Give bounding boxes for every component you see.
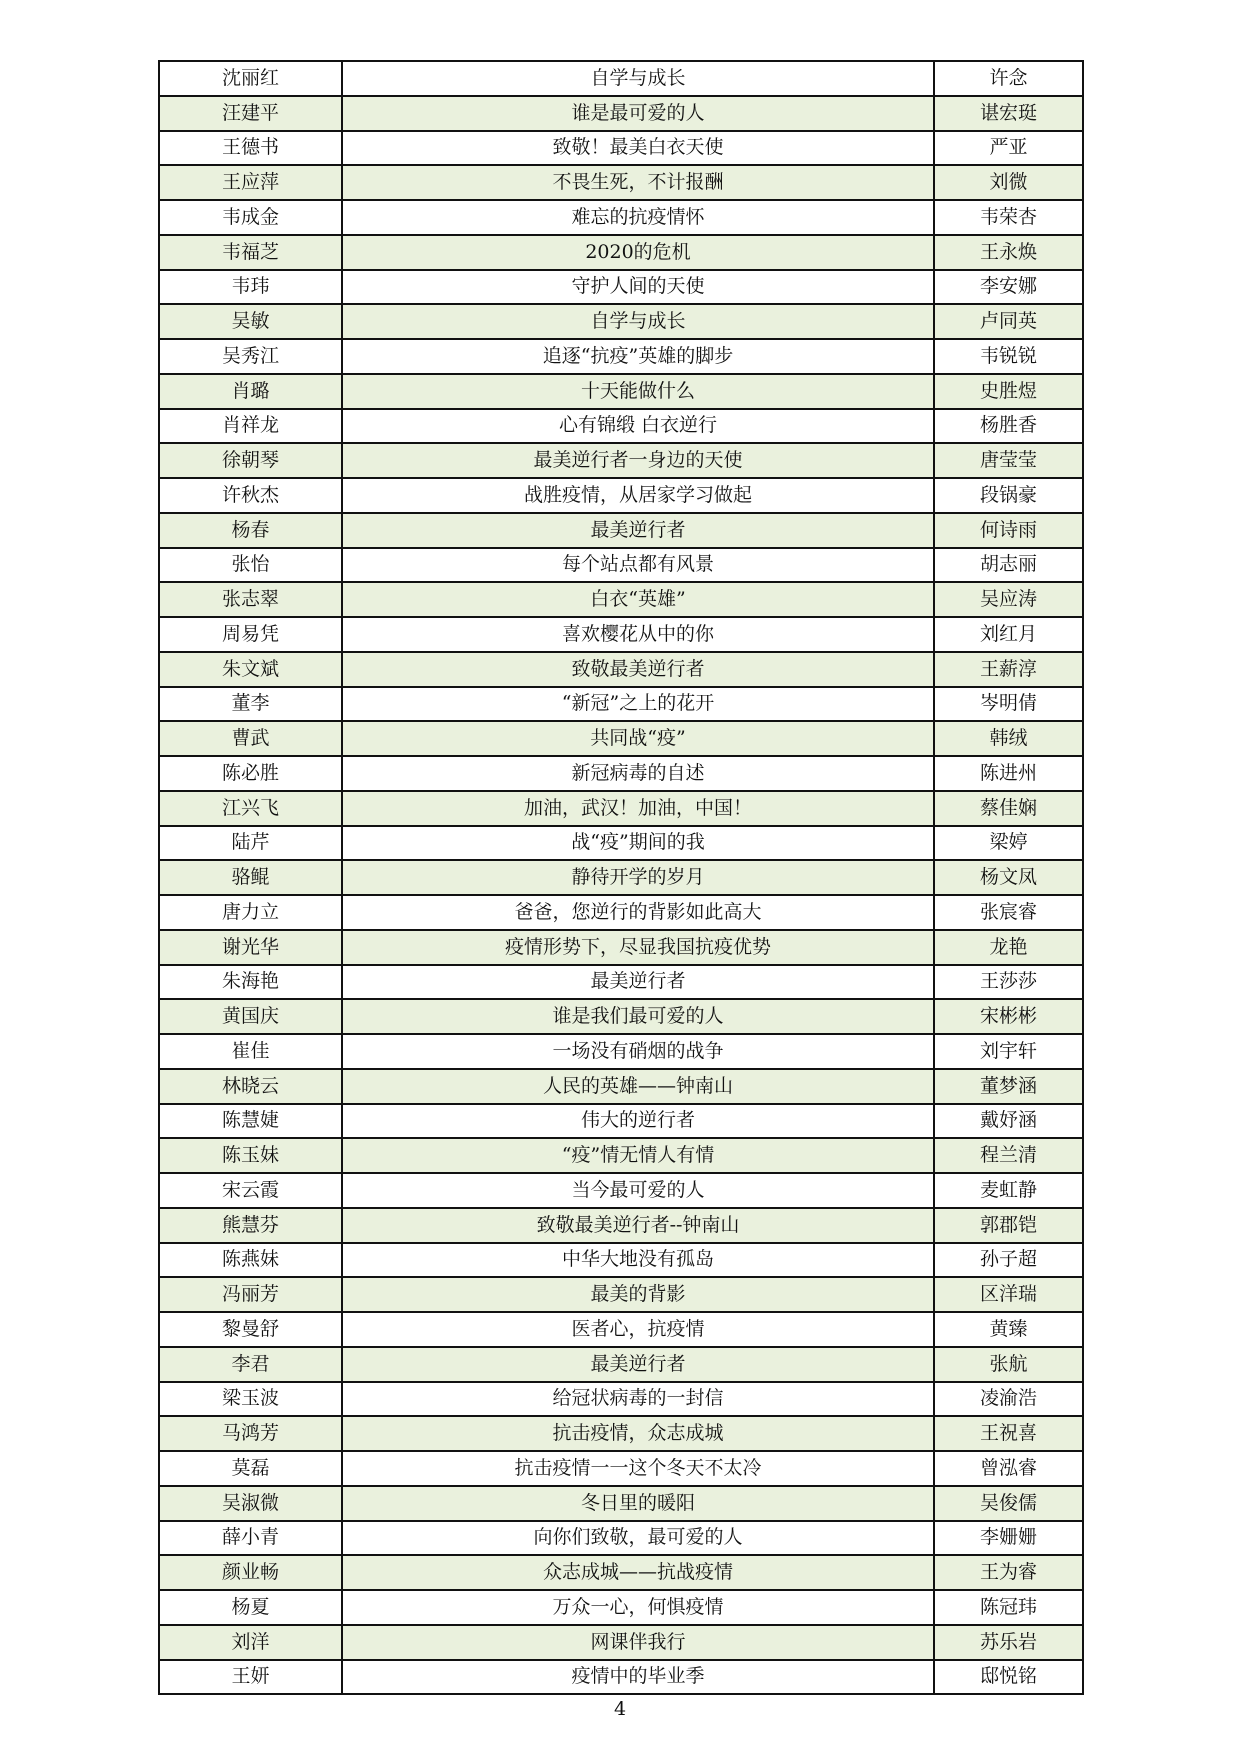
essay-title-cell: 十天能做什么 (342, 374, 934, 409)
teacher-name-cell: 董李 (159, 687, 342, 722)
student-name-cell: 宋彬彬 (934, 999, 1083, 1034)
award-list-table (158, 60, 1084, 1695)
table-row (159, 1521, 1083, 1556)
student-name-cell: 区洋瑞 (934, 1277, 1083, 1312)
teacher-name-cell: 崔佳 (159, 1034, 342, 1069)
table-row (159, 1347, 1083, 1382)
student-name-cell: 董梦涵 (934, 1069, 1083, 1104)
essay-title-cell: 众志成城——抗战疫情 (342, 1555, 934, 1590)
teacher-name-cell: 曹武 (159, 721, 342, 756)
table-row (159, 1382, 1083, 1417)
teacher-name-cell: 汪建平 (159, 96, 342, 131)
teacher-name-cell: 陈玉妹 (159, 1138, 342, 1173)
student-name-cell: 李安娜 (934, 270, 1083, 305)
teacher-name-cell: 梁玉波 (159, 1382, 342, 1417)
essay-title-cell: 最美逆行者一身边的天使 (342, 443, 934, 478)
essay-title-cell: 加油，武汉！加油，中国！ (342, 791, 934, 826)
essay-title-cell: 谁是我们最可爱的人 (342, 999, 934, 1034)
table-row (159, 895, 1083, 930)
teacher-name-cell: 王应萍 (159, 165, 342, 200)
teacher-name-cell: 徐朝琴 (159, 443, 342, 478)
table-row (159, 1451, 1083, 1486)
student-name-cell: 程兰清 (934, 1138, 1083, 1173)
essay-title-cell: 谁是最可爱的人 (342, 96, 934, 131)
teacher-name-cell: 朱文斌 (159, 652, 342, 687)
table-row (159, 1590, 1083, 1625)
student-name-cell: 卢同英 (934, 304, 1083, 339)
table-row (159, 1208, 1083, 1243)
student-name-cell: 韩绒 (934, 721, 1083, 756)
essay-title-cell: 给冠状病毒的一封信 (342, 1382, 934, 1417)
teacher-name-cell: 王妍 (159, 1660, 342, 1695)
essay-title-cell: 抗击疫情一一这个冬天不太冷 (342, 1451, 934, 1486)
table-row (159, 96, 1083, 131)
table-row (159, 860, 1083, 895)
table-row (159, 339, 1083, 374)
table-row (159, 756, 1083, 791)
teacher-name-cell: 颜业畅 (159, 1555, 342, 1590)
table-row (159, 791, 1083, 826)
table-row (159, 1138, 1083, 1173)
essay-title-cell: 万众一心，何惧疫情 (342, 1590, 934, 1625)
student-name-cell: 胡志丽 (934, 548, 1083, 583)
student-name-cell: 王薪淳 (934, 652, 1083, 687)
table-row (159, 999, 1083, 1034)
teacher-name-cell: 韦福芝 (159, 235, 342, 270)
table-row (159, 1416, 1083, 1451)
teacher-name-cell: 熊慧芬 (159, 1208, 342, 1243)
student-name-cell: 何诗雨 (934, 513, 1083, 548)
student-name-cell: 王为睿 (934, 1555, 1083, 1590)
student-name-cell: 韦锐锐 (934, 339, 1083, 374)
teacher-name-cell: 张怡 (159, 548, 342, 583)
teacher-name-cell: 吴秀江 (159, 339, 342, 374)
table-row (159, 826, 1083, 861)
table-row (159, 409, 1083, 444)
teacher-name-cell: 杨夏 (159, 1590, 342, 1625)
student-name-cell: 戴妤涵 (934, 1104, 1083, 1139)
essay-title-cell: 难忘的抗疫情怀 (342, 200, 934, 235)
teacher-name-cell: 周易凭 (159, 617, 342, 652)
table-row (159, 930, 1083, 965)
teacher-name-cell: 刘洋 (159, 1625, 342, 1660)
student-name-cell: 孙子超 (934, 1243, 1083, 1278)
table-row (159, 1277, 1083, 1312)
teacher-name-cell: 莫磊 (159, 1451, 342, 1486)
essay-title-cell: 2020的危机 (342, 235, 934, 270)
essay-title-cell: 最美逆行者 (342, 513, 934, 548)
table-row (159, 200, 1083, 235)
student-name-cell: 曾泓睿 (934, 1451, 1083, 1486)
table-row (159, 1173, 1083, 1208)
essay-title-cell: 伟大的逆行者 (342, 1104, 934, 1139)
student-name-cell: 蔡佳娴 (934, 791, 1083, 826)
essay-title-cell: 追逐“抗疫”英雄的脚步 (342, 339, 934, 374)
essay-title-cell: 网课伴我行 (342, 1625, 934, 1660)
essay-title-cell: 人民的英雄——钟南山 (342, 1069, 934, 1104)
teacher-name-cell: 薛小青 (159, 1521, 342, 1556)
table-row (159, 965, 1083, 1000)
student-name-cell: 王祝喜 (934, 1416, 1083, 1451)
essay-title-cell: 不畏生死，不计报酬 (342, 165, 934, 200)
teacher-name-cell: 韦成金 (159, 200, 342, 235)
teacher-name-cell: 朱海艳 (159, 965, 342, 1000)
student-name-cell: 杨胜香 (934, 409, 1083, 444)
teacher-name-cell: 骆鲲 (159, 860, 342, 895)
table-row (159, 548, 1083, 583)
essay-title-cell: “新冠”之上的花开 (342, 687, 934, 722)
essay-title-cell: 守护人间的天使 (342, 270, 934, 305)
essay-title-cell: 战胜疫情，从居家学习做起 (342, 478, 934, 513)
teacher-name-cell: 陈慧婕 (159, 1104, 342, 1139)
table-row (159, 61, 1083, 96)
student-name-cell: 谌宏珽 (934, 96, 1083, 131)
student-name-cell: 史胜煜 (934, 374, 1083, 409)
essay-title-cell: 中华大地没有孤岛 (342, 1243, 934, 1278)
essay-title-cell: 自学与成长 (342, 304, 934, 339)
student-name-cell: 严亚 (934, 131, 1083, 166)
table-row (159, 478, 1083, 513)
table-row (159, 1069, 1083, 1104)
table-row (159, 270, 1083, 305)
teacher-name-cell: 沈丽红 (159, 61, 342, 96)
student-name-cell: 郭郡铠 (934, 1208, 1083, 1243)
table-row (159, 652, 1083, 687)
essay-title-cell: 心有锦缎 白衣逆行 (342, 409, 934, 444)
student-name-cell: 刘微 (934, 165, 1083, 200)
student-name-cell: 王永焕 (934, 235, 1083, 270)
student-name-cell: 段锅豪 (934, 478, 1083, 513)
teacher-name-cell: 肖璐 (159, 374, 342, 409)
student-name-cell: 李姗姗 (934, 1521, 1083, 1556)
table-row (159, 374, 1083, 409)
essay-title-cell: 爸爸，您逆行的背影如此高大 (342, 895, 934, 930)
table-row (159, 443, 1083, 478)
student-name-cell: 凌渝浩 (934, 1382, 1083, 1417)
student-name-cell: 王莎莎 (934, 965, 1083, 1000)
student-name-cell: 陈进州 (934, 756, 1083, 791)
student-name-cell: 龙艳 (934, 930, 1083, 965)
essay-title-cell: 战“疫”期间的我 (342, 826, 934, 861)
essay-title-cell: 最美逆行者 (342, 1347, 934, 1382)
student-name-cell: 梁婷 (934, 826, 1083, 861)
teacher-name-cell: 李君 (159, 1347, 342, 1382)
table-row (159, 1660, 1083, 1695)
student-name-cell: 麦虹静 (934, 1173, 1083, 1208)
table-row (159, 165, 1083, 200)
teacher-name-cell: 陈燕妹 (159, 1243, 342, 1278)
essay-title-cell: 抗击疫情，众志成城 (342, 1416, 934, 1451)
essay-title-cell: 疫情形势下，尽显我国抗疫优势 (342, 930, 934, 965)
table-row (159, 1625, 1083, 1660)
table-body (159, 61, 1083, 1694)
teacher-name-cell: 唐力立 (159, 895, 342, 930)
student-name-cell: 唐莹莹 (934, 443, 1083, 478)
teacher-name-cell: 宋云霞 (159, 1173, 342, 1208)
essay-title-cell: 致敬！最美白衣天使 (342, 131, 934, 166)
teacher-name-cell: 黄国庆 (159, 999, 342, 1034)
student-name-cell: 陈冠玮 (934, 1590, 1083, 1625)
table-row (159, 1243, 1083, 1278)
teacher-name-cell: 吴敏 (159, 304, 342, 339)
teacher-name-cell: 江兴飞 (159, 791, 342, 826)
student-name-cell: 杨文凤 (934, 860, 1083, 895)
teacher-name-cell: 吴淑微 (159, 1486, 342, 1521)
teacher-name-cell: 肖祥龙 (159, 409, 342, 444)
table-row (159, 1486, 1083, 1521)
essay-title-cell: 白衣“英雄” (342, 582, 934, 617)
essay-title-cell: 一场没有硝烟的战争 (342, 1034, 934, 1069)
essay-title-cell: 每个站点都有风景 (342, 548, 934, 583)
essay-title-cell: 喜欢樱花从中的你 (342, 617, 934, 652)
student-name-cell: 许念 (934, 61, 1083, 96)
table-row (159, 304, 1083, 339)
student-name-cell: 邸悦铭 (934, 1660, 1083, 1695)
teacher-name-cell: 马鸿芳 (159, 1416, 342, 1451)
essay-title-cell: 最美的背影 (342, 1277, 934, 1312)
essay-title-cell: 静待开学的岁月 (342, 860, 934, 895)
essay-title-cell: 致敬最美逆行者 (342, 652, 934, 687)
student-name-cell: 韦荣杏 (934, 200, 1083, 235)
essay-title-cell: 向你们致敬，最可爱的人 (342, 1521, 934, 1556)
student-name-cell: 刘宇轩 (934, 1034, 1083, 1069)
table-row (159, 582, 1083, 617)
essay-title-cell: 最美逆行者 (342, 965, 934, 1000)
student-name-cell: 吴俊儒 (934, 1486, 1083, 1521)
teacher-name-cell: 张志翠 (159, 582, 342, 617)
table-row (159, 513, 1083, 548)
essay-title-cell: 当今最可爱的人 (342, 1173, 934, 1208)
teacher-name-cell: 陆芹 (159, 826, 342, 861)
essay-title-cell: 医者心，抗疫情 (342, 1312, 934, 1347)
table-row (159, 131, 1083, 166)
essay-title-cell: 新冠病毒的自述 (342, 756, 934, 791)
teacher-name-cell: 王德书 (159, 131, 342, 166)
essay-title-cell: 致敬最美逆行者--钟南山 (342, 1208, 934, 1243)
teacher-name-cell: 许秋杰 (159, 478, 342, 513)
student-name-cell: 苏乐岩 (934, 1625, 1083, 1660)
teacher-name-cell: 韦玮 (159, 270, 342, 305)
student-name-cell: 岑明倩 (934, 687, 1083, 722)
teacher-name-cell: 杨春 (159, 513, 342, 548)
table-row (159, 1104, 1083, 1139)
table-row (159, 1312, 1083, 1347)
table-row (159, 687, 1083, 722)
essay-title-cell: 疫情中的毕业季 (342, 1660, 934, 1695)
teacher-name-cell: 冯丽芳 (159, 1277, 342, 1312)
student-name-cell: 吴应涛 (934, 582, 1083, 617)
teacher-name-cell: 陈必胜 (159, 756, 342, 791)
table-row (159, 617, 1083, 652)
essay-title-cell: 冬日里的暖阳 (342, 1486, 934, 1521)
teacher-name-cell: 黎曼舒 (159, 1312, 342, 1347)
essay-title-cell: “疫”情无情人有情 (342, 1138, 934, 1173)
table-row (159, 235, 1083, 270)
essay-title-cell: 共同战“疫” (342, 721, 934, 756)
student-name-cell: 黄臻 (934, 1312, 1083, 1347)
table-row (159, 721, 1083, 756)
teacher-name-cell: 谢光华 (159, 930, 342, 965)
table-row (159, 1555, 1083, 1590)
student-name-cell: 刘红月 (934, 617, 1083, 652)
teacher-name-cell: 林晓云 (159, 1069, 342, 1104)
student-name-cell: 张航 (934, 1347, 1083, 1382)
table-row (159, 1034, 1083, 1069)
page-number: 4 (613, 1698, 627, 1720)
essay-title-cell: 自学与成长 (342, 61, 934, 96)
student-name-cell: 张宸睿 (934, 895, 1083, 930)
